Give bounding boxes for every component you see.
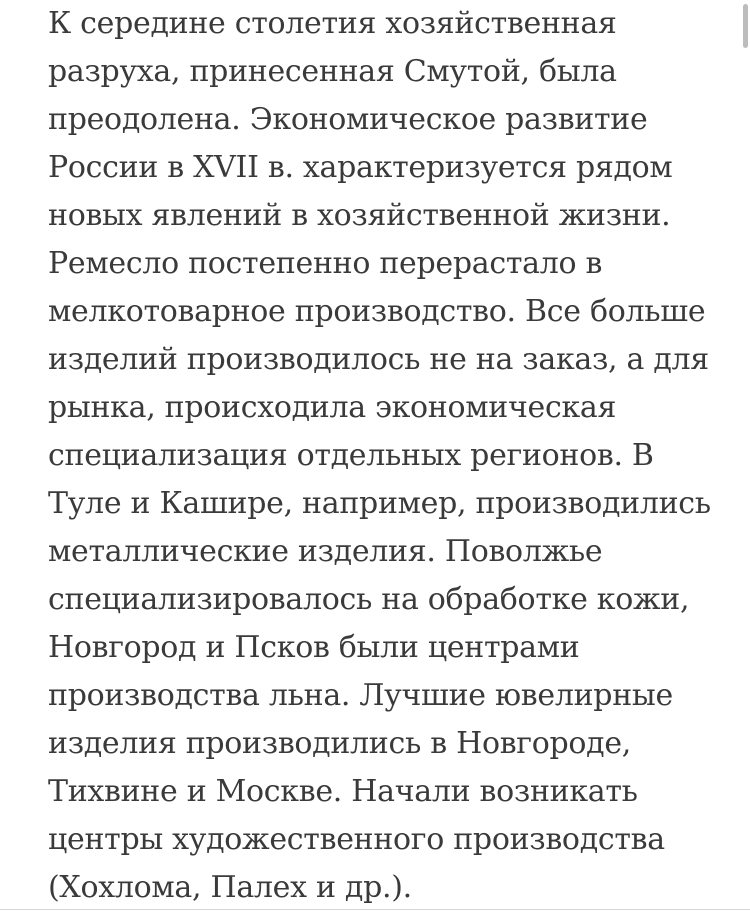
text-line: специализация отдельных регионов. В [48, 438, 654, 473]
scrollbar-thumb[interactable] [743, 4, 748, 48]
text-line: Ремесло постепенно перерастало в [48, 246, 603, 281]
text-line: изделия производились в Новгороде, [48, 726, 632, 761]
text-line: Новгород и Псков были центрами [48, 630, 580, 665]
text-line: Тихвине и Москве. Начали возникать [48, 774, 638, 809]
divider [0, 909, 750, 910]
text-line: новых явлений в хозяйственной жизни. [48, 198, 671, 233]
text-line: Туле и Кашире, например, производились [48, 486, 711, 521]
text-line: К середине столетия хозяйственная [48, 6, 617, 41]
text-line: рынка, происходила экономическая [48, 390, 617, 425]
article-text [48, 0, 738, 912]
text-line: металлические изделия. Поволжье [48, 534, 603, 569]
text-line: (Хохлома, Палех и др.). [48, 870, 412, 905]
text-line: изделий производилось не на заказ, а для [48, 342, 709, 377]
text-line: специализировалось на обработке кожи, [48, 582, 690, 617]
text-line: разруха, принесенная Смутой, была [48, 54, 617, 89]
text-line: центры художественного производства [48, 822, 665, 857]
text-line: преодолена. Экономическое развитие [48, 102, 648, 137]
text-line: России в XVII в. характеризуется рядом [48, 150, 673, 185]
text-line: производства льна. Лучшие ювелирные [48, 678, 673, 713]
text-line: мелкотоварное производство. Все больше [48, 294, 706, 329]
